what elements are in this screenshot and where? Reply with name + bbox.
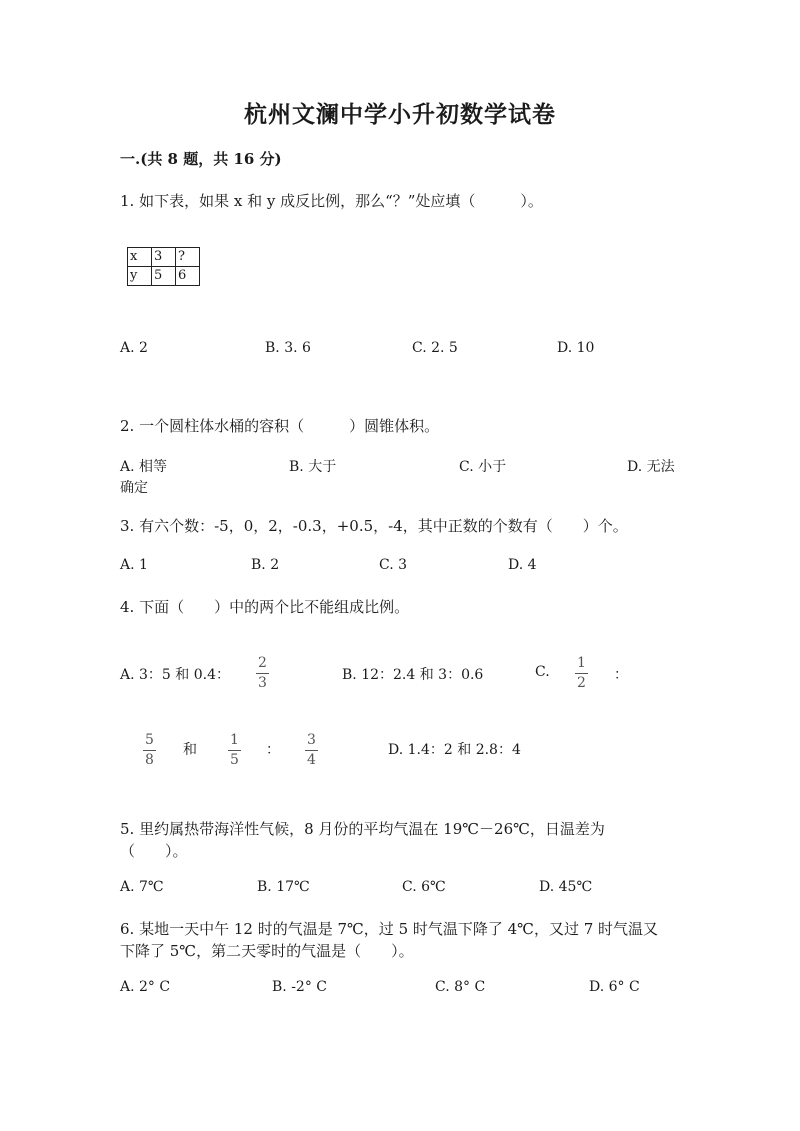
q3-option-a: A. 1 — [120, 557, 148, 573]
numerator: 2 — [258, 655, 267, 671]
q4-option-c: C. — [535, 664, 550, 680]
q6-option-b: B. -2° C — [272, 979, 327, 995]
question-6: 6. 某地一天中午 12 时的气温是 7℃，过 5 时气温下降了 4℃，又过 7 时气温又 — [120, 920, 659, 938]
denominator: 2 — [577, 675, 586, 691]
ratio-colon: ： — [614, 667, 628, 683]
q4-option-b: B. 12：2.4 和 3：0.6 — [342, 667, 484, 683]
q2-option-a: A. 相等 — [120, 459, 168, 475]
denominator: 4 — [307, 752, 316, 768]
question-5: 5. 里约属热带海洋性气候，8 月份的平均气温在 19℃－26℃，日温差为 — [120, 820, 605, 838]
table-cell: 5 — [152, 267, 176, 286]
q1-option-b: B. 3. 6 — [265, 340, 311, 356]
q4-option-a: A. 3：5 和 0.4： — [120, 667, 230, 683]
exam-title: 杭州文澜中学小升初数学试卷 — [244, 101, 556, 128]
fraction-bar — [305, 750, 318, 751]
q1-option-c: C. 2. 5 — [412, 340, 458, 356]
numerator: 3 — [307, 732, 316, 748]
q5-option-b: B. 17℃ — [257, 879, 310, 895]
table-row — [128, 248, 200, 267]
question-3: 3. 有六个数：-5，0，2，-0.3，+0.5，-4，其中正数的个数有（ ）个。 — [120, 517, 628, 535]
q3-option-d: D. 4 — [508, 557, 537, 573]
section-heading: 一.(共 8 题，共 16 分) — [120, 150, 282, 168]
numerator: 1 — [230, 732, 239, 748]
q6-option-d: D. 6° C — [589, 979, 640, 995]
q2-option-c: C. 小于 — [459, 459, 507, 475]
q6-option-c: C. 8° C — [435, 979, 486, 995]
fraction-bar — [143, 750, 156, 751]
q6-option-a: A. 2° C — [120, 979, 171, 995]
xy-table — [127, 247, 200, 286]
fraction-1-5 — [228, 733, 241, 768]
question-1: 1. 如下表，如果 x 和 y 成反比例，那么“？”处应填（ ）。 — [120, 192, 543, 210]
question-5-line-2: （ ）。 — [120, 842, 188, 860]
q3-option-c: C. 3 — [379, 557, 408, 573]
question-6-line-2: 下降了 5℃，第二天零时的气温是（ ）。 — [120, 942, 414, 960]
q2-option-b: B. 大于 — [289, 459, 337, 475]
table-cell: y — [128, 267, 152, 286]
ratio-colon: ： — [266, 742, 280, 758]
q5-option-d: D. 45℃ — [539, 879, 593, 895]
q5-option-c: C. 6℃ — [402, 879, 446, 895]
q2-option-d: D. 无法 — [627, 459, 675, 475]
table-cell: 6 — [176, 267, 200, 286]
denominator: 3 — [258, 675, 267, 691]
table-cell: ? — [176, 248, 200, 267]
table-cell: x — [128, 248, 152, 267]
q1-option-d: D. 10 — [557, 340, 595, 356]
numerator: 5 — [145, 732, 154, 748]
fraction-3-4 — [305, 733, 318, 768]
table-cell: 3 — [152, 248, 176, 267]
q2-option-d-wrap: 确定 — [120, 480, 148, 496]
fraction-bar — [256, 673, 269, 674]
q4-option-d: D. 1.4：2 和 2.8：4 — [388, 742, 521, 758]
q5-option-a: A. 7℃ — [120, 879, 164, 895]
and-word: 和 — [183, 742, 197, 758]
fraction-1-2 — [575, 656, 588, 691]
denominator: 5 — [230, 752, 239, 768]
numerator: 1 — [577, 655, 586, 671]
fraction-2-3 — [256, 656, 269, 691]
question-4: 4. 下面（ ）中的两个比不能组成比例。 — [120, 598, 410, 616]
q3-option-b: B. 2 — [251, 557, 280, 573]
denominator: 8 — [145, 752, 154, 768]
fraction-5-8 — [143, 733, 156, 768]
fraction-bar — [575, 673, 588, 674]
table-row — [128, 267, 200, 286]
fraction-bar — [228, 750, 241, 751]
q1-option-a: A. 2 — [120, 340, 148, 356]
question-2: 2. 一个圆柱体水桶的容积（ ）圆锥体积。 — [120, 417, 440, 435]
